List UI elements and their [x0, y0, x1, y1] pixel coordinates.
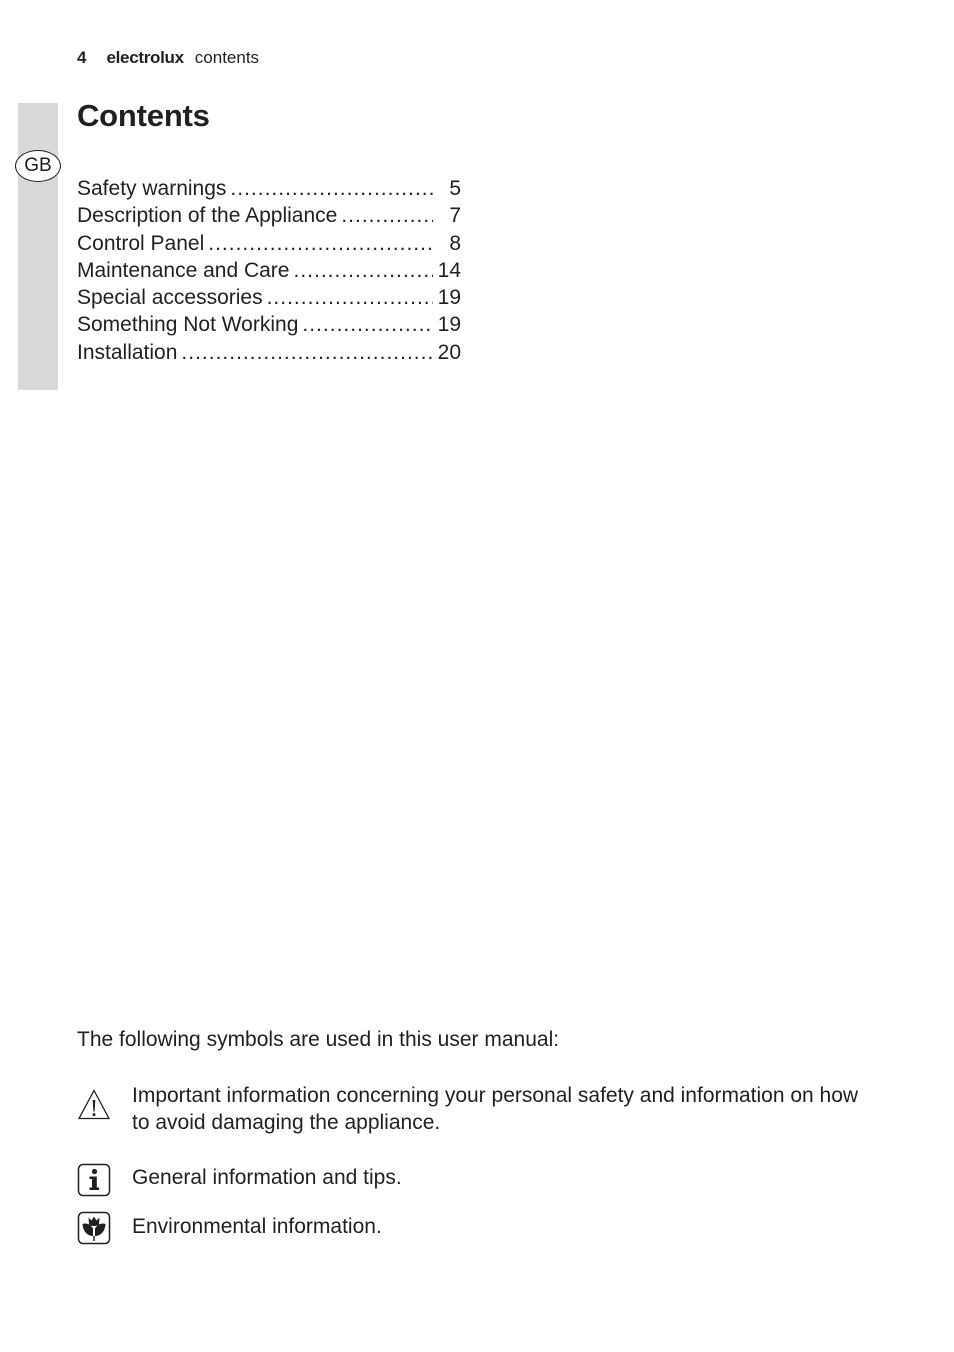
- toc-entry-control-panel[interactable]: [77, 230, 461, 257]
- info-icon: [77, 1163, 111, 1197]
- toc-entry-page: 5: [449, 177, 461, 200]
- page-number: 4: [77, 48, 87, 67]
- toc-entry-page: 8: [449, 231, 461, 255]
- warning-triangle-icon: [77, 1088, 111, 1122]
- toc-entry-installation[interactable]: [77, 339, 461, 366]
- symbol-legend-safety: [77, 1082, 872, 1136]
- toc-entry-label: Something Not Working: [77, 313, 299, 337]
- toc-entry-label: Control Panel: [77, 231, 205, 255]
- brand-name: electrolux: [106, 48, 184, 67]
- toc-dot-leader: [341, 202, 433, 229]
- symbol-legend-info: [77, 1163, 872, 1197]
- language-badge: GB: [15, 150, 61, 182]
- running-header: [77, 48, 259, 70]
- toc-dot-leader: [302, 311, 433, 338]
- toc-entry-description-of-the-appliance[interactable]: [77, 202, 461, 229]
- symbol-legend-environment: [77, 1212, 872, 1245]
- toc-entry-label: Special accessories: [77, 286, 263, 310]
- symbol-description: Environmental information.: [132, 1215, 382, 1238]
- environment-icon: [77, 1211, 111, 1245]
- symbols-intro: The following symbols are used in this user manual:: [77, 1028, 560, 1051]
- toc-dot-leader: [208, 230, 433, 257]
- toc-entry-page: 19: [437, 313, 461, 337]
- toc-dot-leader: [181, 339, 433, 366]
- symbol-description: Important information concerning your personal safety and information on how to avoid damaging the appliance.: [132, 1084, 859, 1134]
- toc-entry-page: 7: [449, 204, 461, 228]
- page-title: Contents: [77, 98, 210, 133]
- toc-entry-maintenance-and-care[interactable]: [77, 257, 461, 284]
- toc-entry-special-accessories[interactable]: [77, 284, 461, 311]
- toc-dot-leader: [293, 257, 433, 284]
- toc-dot-leader: [230, 175, 433, 202]
- toc-entry-safety-warnings[interactable]: [77, 175, 461, 202]
- language-side-tab: [18, 103, 58, 390]
- toc-entry-label: Safety warnings: [77, 177, 227, 200]
- toc-entry-page: 20: [437, 340, 461, 364]
- toc-entry-label: Description of the Appliance: [77, 204, 338, 228]
- toc-entry-page: 14: [437, 258, 461, 282]
- section-name: contents: [194, 48, 260, 67]
- toc-entry-label: Installation: [77, 340, 178, 364]
- table-of-contents: [77, 175, 461, 366]
- symbol-description: General information and tips.: [132, 1166, 402, 1189]
- toc-dot-leader: [267, 284, 433, 311]
- toc-entry-label: Maintenance and Care: [77, 258, 290, 282]
- toc-entry-something-not-working[interactable]: [77, 311, 461, 338]
- toc-entry-page: 19: [437, 286, 461, 310]
